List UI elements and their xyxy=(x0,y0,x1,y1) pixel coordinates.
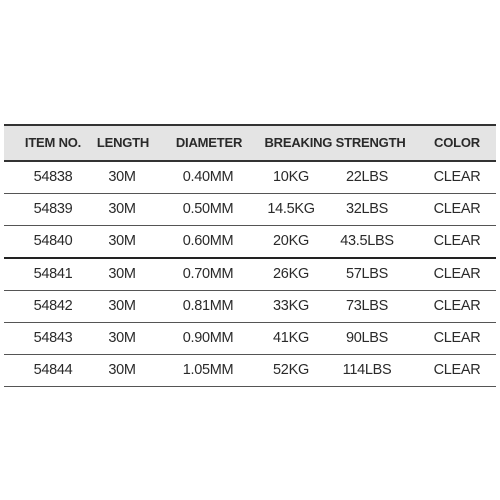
cell-length: 30M xyxy=(108,169,136,185)
cell-diameter: 0.81MM xyxy=(182,298,234,314)
cell-diameter: 0.70MM xyxy=(182,266,234,282)
cell-strength-lbs: 114LBS xyxy=(342,362,392,378)
cell-strength-lbs: 32LBS xyxy=(345,201,389,217)
table-row xyxy=(4,259,496,291)
cell-color: CLEAR xyxy=(433,362,481,378)
cell-diameter: 1.05MM xyxy=(182,362,234,378)
table-header xyxy=(4,126,496,162)
cell-length: 30M xyxy=(108,330,136,346)
header-breaking-strength: BREAKING STRENGTH xyxy=(264,135,406,150)
table-row xyxy=(4,291,496,323)
cell-length: 30M xyxy=(108,201,136,217)
table-row xyxy=(4,355,496,387)
cell-color: CLEAR xyxy=(433,169,481,185)
cell-strength-kg: 20KG xyxy=(273,233,309,249)
header-diameter: DIAMETER xyxy=(175,135,243,150)
cell-length: 30M xyxy=(108,266,136,282)
cell-length: 30M xyxy=(108,298,136,314)
spec-table xyxy=(4,124,496,387)
cell-length: 30M xyxy=(108,362,136,378)
cell-color: CLEAR xyxy=(433,330,481,346)
table-row xyxy=(4,194,496,226)
cell-item-no: 54844 xyxy=(33,362,73,378)
cell-diameter: 0.60MM xyxy=(182,233,234,249)
cell-item-no: 54839 xyxy=(33,201,73,217)
cell-strength-kg: 33KG xyxy=(273,298,309,314)
cell-color: CLEAR xyxy=(433,233,481,249)
cell-strength-kg: 26KG xyxy=(273,266,309,282)
cell-diameter: 0.50MM xyxy=(182,201,234,217)
cell-color: CLEAR xyxy=(433,201,481,217)
cell-strength-kg: 41KG xyxy=(273,330,309,346)
cell-strength-lbs: 73LBS xyxy=(345,298,389,314)
table-row xyxy=(4,162,496,194)
cell-diameter: 0.40MM xyxy=(182,169,234,185)
cell-strength-lbs: 43.5LBS xyxy=(340,233,394,249)
cell-color: CLEAR xyxy=(433,266,481,282)
cell-color: CLEAR xyxy=(433,298,481,314)
header-item-no: ITEM NO. xyxy=(24,135,82,150)
cell-diameter: 0.90MM xyxy=(182,330,234,346)
table-row xyxy=(4,323,496,355)
cell-strength-lbs: 22LBS xyxy=(345,169,389,185)
cell-strength-kg: 14.5KG xyxy=(267,201,315,217)
cell-item-no: 54842 xyxy=(33,298,73,314)
cell-item-no: 54843 xyxy=(33,330,73,346)
cell-item-no: 54841 xyxy=(33,266,73,282)
cell-length: 30M xyxy=(108,233,136,249)
cell-strength-kg: 10KG xyxy=(273,169,309,185)
cell-strength-lbs: 57LBS xyxy=(345,266,389,282)
header-length: LENGTH xyxy=(96,135,150,150)
cell-strength-lbs: 90LBS xyxy=(345,330,389,346)
table-row xyxy=(4,226,496,259)
cell-strength-kg: 52KG xyxy=(273,362,309,378)
cell-item-no: 54840 xyxy=(33,233,73,249)
cell-item-no: 54838 xyxy=(33,169,73,185)
header-color: COLOR xyxy=(434,135,480,150)
